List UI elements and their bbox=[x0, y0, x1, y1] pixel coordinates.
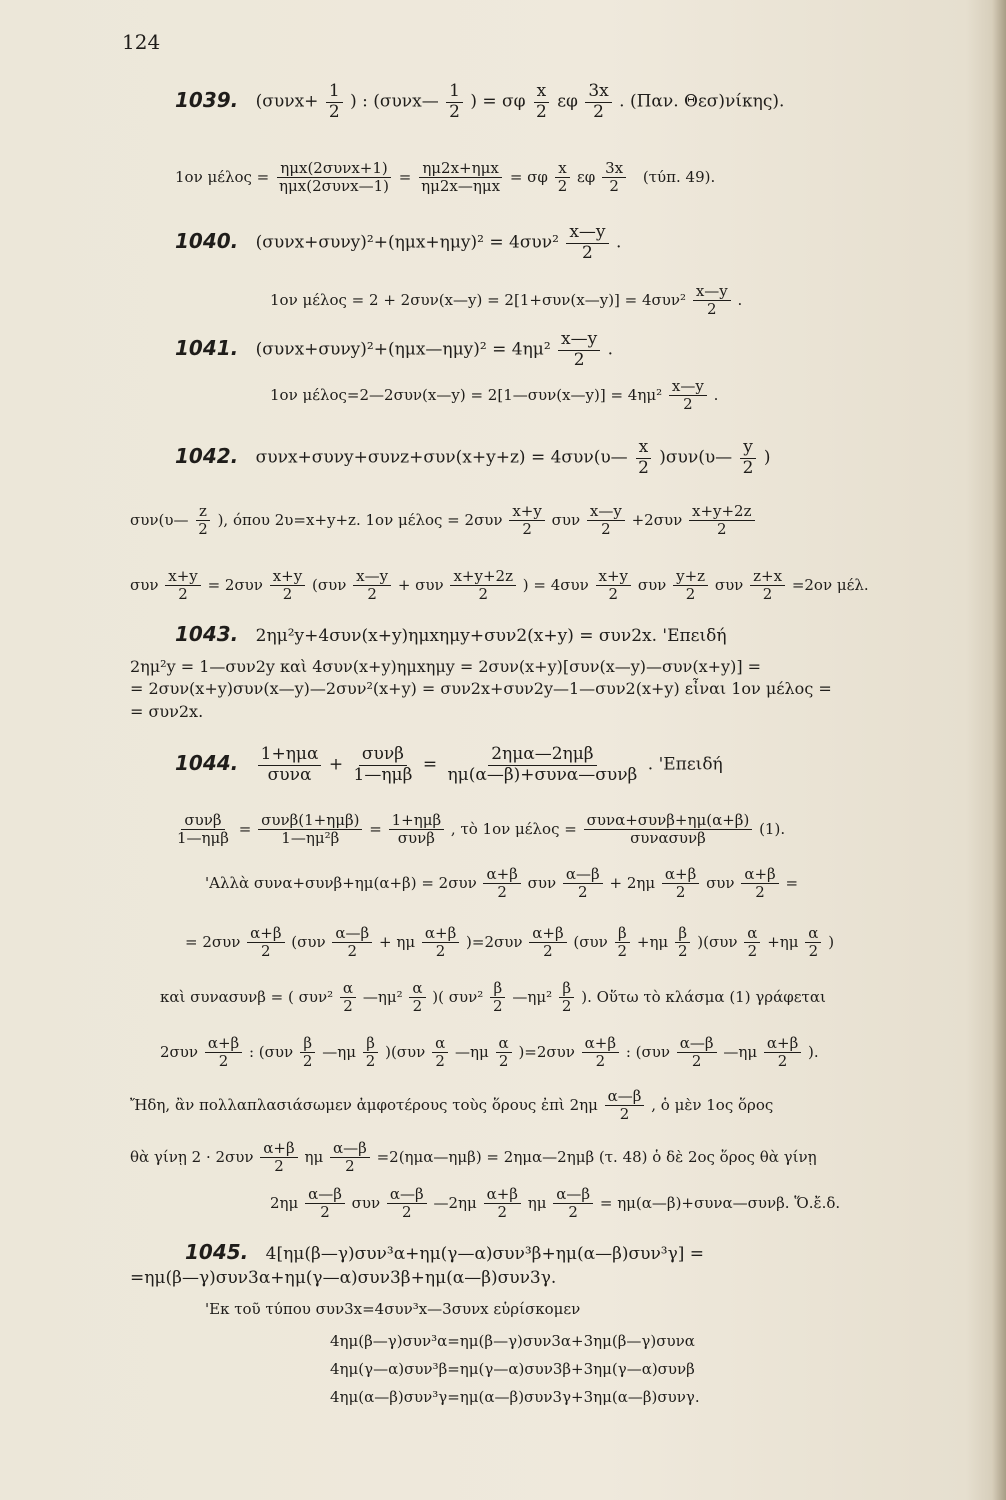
solution-1044-g: θὰ γίνῃ 2 · 2συν $\frac{\alpha+\beta}{2}$ ημ $\frac{\alpha—\beta}{2}$ =2(ημα—ημβ) = 2ημα—2ημβ (τ. 48) ὁ δὲ 2ος ὅρος θὰ γίνῃ bbox=[130, 1139, 817, 1176]
problem-1039: 1039. (συνx+ $\frac{1}{2}$ ) : (συνx— $\frac{1}{2}$ ) = σφ $\frac{x}{2}$ εφ $\frac{3x}{2}$ . (Παν. Θεσ)νίκης). bbox=[175, 81, 785, 122]
problem-1043: 1043. 2ημ²y+4συν(x+y)ημxημy+συν2(x+y) = συν2x. 'Επειδή bbox=[175, 622, 727, 646]
problem-number: 1040. bbox=[175, 228, 239, 253]
solution-1045-row1: 4ημ(β—γ)συν³α=ημ(β—γ)συν3α+3ημ(β—γ)συνα bbox=[330, 1332, 695, 1350]
solution-1045-intro: 'Εκ τοῦ τύπου συν3x=4συν³x—3συνx εὑρίσκομεν bbox=[205, 1300, 581, 1318]
page-edge bbox=[992, 0, 1006, 1500]
problem-number: 1041. bbox=[175, 335, 239, 360]
problem-number: 1043. bbox=[175, 622, 239, 646]
solution-1044-e: 2συν $\frac{\alpha+\beta}{2}$ : (συν $\frac{\beta}{2}$ —ημ $\frac{\beta}{2}$ )(συν $\frac{\alpha}{2}$ —ημ $\frac{\alpha}{2}$ )=2συν $\frac{\alpha+\beta}{2}$ : (συν $\frac{\alpha—\beta}{2}$ —ημ $\frac{\alpha+\beta}{2}$ ). bbox=[160, 1034, 819, 1071]
solution-1045-row2: 4ημ(γ—α)συν³β=ημ(γ—α)συν3β+3ημ(γ—α)συνβ bbox=[330, 1360, 695, 1378]
problem-1042: 1042. συνx+συνy+συνz+συν(x+y+z) = 4συν(υ— $\frac{x}{2}$ )συν(υ— $\frac{y}{2}$ ) bbox=[175, 437, 771, 478]
solution-1042-line1: συν(υ— $\frac{z}{2}$ ), όπου 2υ=x+y+z. 1ον μέλος = 2συν $\frac{x+y}{2}$ συν $\frac{x—y}{2}$ +2συν $\frac{x+y+2z}{2}$ bbox=[130, 503, 757, 539]
problem-1041: 1041. (συνx+συνy)²+(ημx—ημy)² = 4ημ² $\frac{x—y}{2}$ . bbox=[175, 329, 614, 370]
solution-1041: 1ον μέλος=2—2συν(x—y) = 2[1—συν(x—y)] = 4ημ² $\frac{x—y}{2}$ . bbox=[270, 377, 719, 414]
solution-1043: 2ημ²y = 1—συν2y καὶ 4συν(x+y)ημxημy = 2συν(x+y)[συν(x—y)—συν(x+y)] = = 2συν(x+y)συν(x—y)—2συν²(x+y) = συν2x+συν2y—1—συν2(x+y) εἶναι 1ον μέλος = = συν2x. bbox=[130, 657, 832, 721]
solution-1044-d: καὶ συνασυνβ = ( συν² $\frac{\alpha}{2}$ —ημ² $\frac{\alpha}{2}$ )( συν² $\frac{\beta}{2}$ —ημ² $\frac{\beta}{2}$ ). Οὕτω τὸ κλάσμα (1) γράφεται bbox=[160, 979, 826, 1016]
solution-1040: 1ον μέλος = 2 + 2συν(x—y) = 2[1+συν(x—y)] = 4συν² $\frac{x—y}{2}$ . bbox=[270, 282, 743, 319]
problem-1045-line2: =ημ(β—γ)συν3α+ημ(γ—α)συν3β+ημ(α—β)συν3γ. bbox=[130, 1268, 557, 1288]
solution-1044-h: 2ημ $\frac{\alpha—\beta}{2}$ συν $\frac{\alpha—\beta}{2}$ —2ημ $\frac{\alpha+\beta}{2}$ ημ $\frac{\alpha—\beta}{2}$ = ημ(α—β)+συνα—συνβ. Ὅ.ἔ.δ. bbox=[270, 1185, 841, 1222]
problem-number: 1045. bbox=[185, 1240, 249, 1264]
page-number: 124 bbox=[122, 30, 161, 54]
problem-1040: 1040. (συνx+συνy)²+(ημx+ημy)² = 4συν² $\frac{x—y}{2}$ . bbox=[175, 222, 622, 263]
solution-1044-a: $\frac{\text{συνβ}}{\text{1—ημβ}}$ = $\frac{\text{συνβ(1+ημβ)}}{\text{1—ημ²β}}$ = $\frac{\text{1+ημβ}}{\text{συνβ}}$ , τὸ 1ον μέλος = $\frac{\text{συνα+συνβ+ημ(α+β)}}{\text{συνασυνβ}}$ (1). bbox=[177, 811, 786, 848]
problem-1045: 1045. 4[ημ(β—γ)συν³α+ημ(γ—α)συν³β+ημ(α—β)συν³γ] = bbox=[185, 1240, 705, 1264]
solution-1044-f: Ἤδη, ἂν πολλαπλασιάσωμεν ἀμφοτέρους τοὺς ὅρους ἐπὶ 2ημ $\frac{\alpha—\beta}{2}$ , ὁ μὲν 1ος ὅρος bbox=[130, 1087, 774, 1124]
source-note: . (Παν. Θεσ)νίκης). bbox=[619, 91, 785, 112]
solution-1039: 1ον μέλος = $\frac{\text{ημx(2συνx+1)}}{\text{ημx(2συνx—1)}}$ = $\frac{\text{ημ2x+ημx}}{\text{ημ2x—ημx}}$ = σφ $\frac{x}{2}$ εφ $\frac{3x}{2}$ (τύπ. 49). bbox=[175, 159, 716, 196]
solution-1044-c: = 2συν $\frac{\alpha+\beta}{2}$ (συν $\frac{\alpha—\beta}{2}$ + ημ $\frac{\alpha+\beta}{2}$ )=2συν $\frac{\alpha+\beta}{2}$ (συν $\frac{\beta}{2}$ +ημ $\frac{\beta}{2}$ )(συν $\frac{\alpha}{2}$ +ημ $\frac{\alpha}{2}$ ) bbox=[185, 924, 835, 961]
solution-1045-row3: 4ημ(α—β)συν³γ=ημ(α—β)συν3γ+3ημ(α—β)συνγ. bbox=[330, 1388, 700, 1406]
problem-number: 1039. bbox=[175, 87, 239, 112]
problem-number: 1042. bbox=[175, 443, 239, 468]
problem-1044: 1044. $\frac{\text{1+ημα}}{\text{συνα}}$ + $\frac{\text{συνβ}}{\text{1—ημβ}}$ = $\frac{\text{2ημα—2ημβ}}{\text{ημ(α—β)+συνα—συνβ}}$ . 'Επειδή bbox=[175, 744, 723, 785]
solution-1042-line2: συν $\frac{x+y}{2}$ = 2συν $\frac{x+y}{2}$ (συν $\frac{x—y}{2}$ + συν $\frac{x+y+2z}{2}$ ) = 4συν $\frac{x+y}{2}$ συν $\frac{y+z}{2}$ συν $\frac{z+x}{2}$ =2ον μέλ. bbox=[130, 567, 869, 604]
problem-number: 1044. bbox=[175, 750, 239, 775]
solution-1044-b: 'Αλλὰ συνα+συνβ+ημ(α+β) = 2συν $\frac{\alpha+\beta}{2}$ συν $\frac{\alpha—\beta}{2}$ + 2ημ $\frac{\alpha+\beta}{2}$ συν $\frac{\alpha+\beta}{2}$ = bbox=[205, 865, 799, 902]
